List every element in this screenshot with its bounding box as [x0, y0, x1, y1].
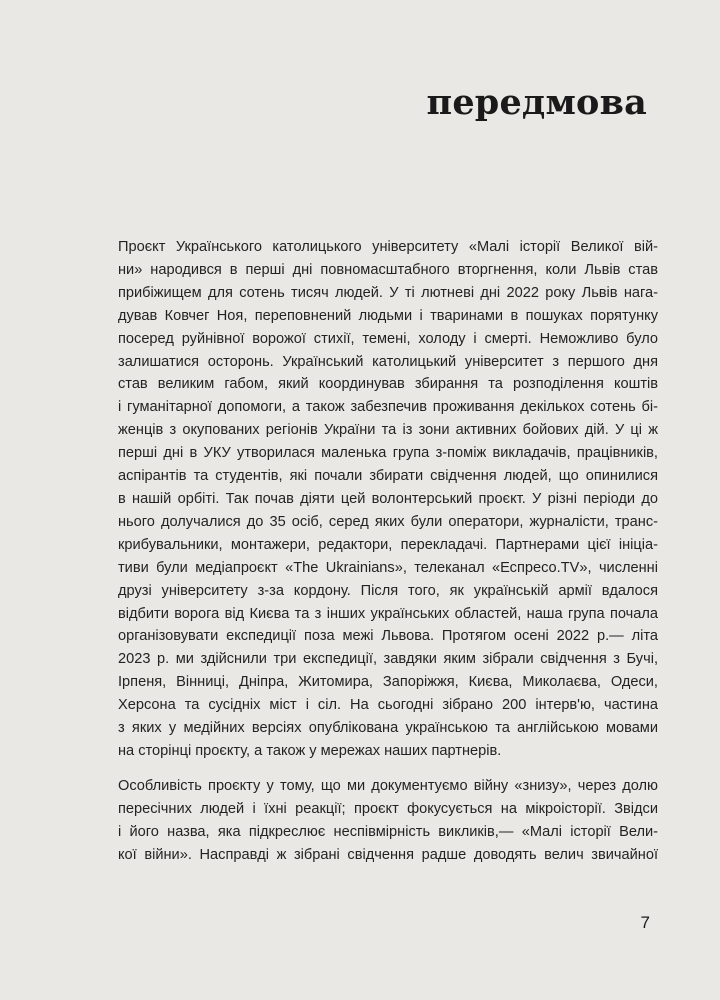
- text-line: пересічних людей і їхні реакції; проєкт фокусується на мікроісторії. Звідси: [118, 800, 658, 817]
- text-line: і гуманітарної допомоги, а також забезпечив проживання декількох сотень бі-: [118, 399, 658, 416]
- text-line: став великим габом, який координував збирання та розподілення коштів: [118, 376, 658, 393]
- paragraph: [118, 775, 658, 867]
- text-line: посеред руйнівної ворожої стихії, темені, холоду і смерті. Неможливо було: [118, 330, 658, 347]
- paragraph: [118, 236, 658, 763]
- page-number: 7: [640, 913, 650, 932]
- text-line: перші дні в УКУ утворилася маленька група з-поміж викладачів, працівників,: [118, 445, 658, 462]
- text-line: крибувальники, монтажери, редактори, перекладачі. Партнерами цієї ініціа-: [118, 536, 658, 553]
- text-line: Проєкт Українського католицького університету «Малі історії Великої вій-: [118, 239, 658, 255]
- text-line: Ірпеня, Вінниці, Дніпра, Житомира, Запоріжжя, Києва, Миколаєва, Одеси,: [118, 674, 658, 691]
- text-line: на сторінці проєкту, а також у мережах наших партнерів.: [118, 742, 502, 759]
- text-line: залишатися осторонь. Український католицький університет з першого дня: [118, 353, 658, 370]
- text-line: Особливість проєкту у тому, що ми документуємо війну «знизу», через долю: [118, 777, 658, 794]
- page-title: передмова: [426, 82, 647, 123]
- text-line: Херсона та сусідніх міст і сіл. На сьогодні зібрано 200 інтерв'ю, частина: [118, 697, 658, 714]
- text-line: ни» народився в перші дні повномасштабного вторгнення, коли Львів став: [118, 261, 658, 278]
- text-line: з яких у медійних версіях опублікована українською та англійською мовами: [118, 720, 658, 737]
- text-line: друзі університету з-за кордону. Після того, як українській армії вдалося: [118, 582, 658, 599]
- text-line: відбити ворога від Києва та з інших українських областей, наша група почала: [118, 605, 658, 622]
- text-line: женців з окупованих регіонів України та із зони активних бойових дій. У ці ж: [118, 422, 658, 439]
- text-line: 2023 р. ми здійснили три експедиції, завдяки яким зібрали свідчення з Бучі,: [118, 651, 658, 668]
- body-text: [118, 236, 658, 866]
- text-line: в нашій орбіті. Так почав діяти цей волонтерський проєкт. У різні періоди до: [118, 490, 658, 507]
- text-line: організовувати експедиції поза межі Львова. Протягом осені 2022 р.— літа: [118, 628, 658, 645]
- text-line: аспірантів та студентів, які почали збирати свідчення людей, що опинилися: [118, 468, 658, 485]
- text-line: тиви були медіапроєкт «The Ukrainians», телеканал «Еспресо.TV», численні: [118, 559, 658, 576]
- text-line: кої війни». Насправді ж зібрані свідчення радше доводять велич звичайної: [118, 846, 658, 863]
- text-line: нього долучалися до 35 осіб, серед яких були оператори, журналісти, транс-: [118, 513, 658, 530]
- text-line: дував Ковчег Ноя, переповнений людьми і тваринами в пошуках порятунку: [118, 307, 658, 324]
- paragraph-gap: [118, 763, 658, 775]
- text-line: і його назва, яка підкреслює неспівмірність викликів,— «Малі історії Вели-: [118, 823, 658, 840]
- text-line: прибіжищем для сотень тисяч людей. У ті лютневі дні 2022 року Львів нага-: [118, 284, 658, 301]
